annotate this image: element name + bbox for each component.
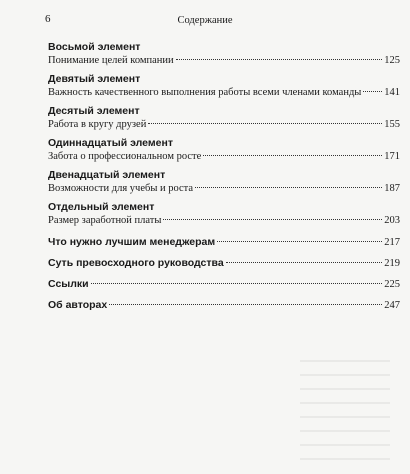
toc-entry-page: 141: [384, 87, 400, 98]
toc-group-heading: Десятый элемент: [48, 105, 140, 117]
toc-group: [48, 104, 400, 132]
dot-leader: [91, 283, 383, 284]
toc-group-heading: Восьмой элемент: [48, 41, 141, 53]
toc-group: [48, 168, 400, 196]
toc-chapter-page: 247: [384, 300, 400, 311]
toc-chapter-title: Суть превосходного руководства: [48, 257, 224, 269]
running-title: Содержание: [177, 15, 233, 26]
toc-chapter-title: Что нужно лучшим менеджерам: [48, 236, 216, 248]
toc-entry-page: 203: [384, 215, 400, 226]
toc-entry-title: Понимание целей компании: [48, 55, 174, 66]
toc-group-heading: Одиннадцатый элемент: [48, 137, 173, 149]
dot-leader: [217, 241, 382, 242]
toc-chapter: [48, 256, 400, 271]
toc-group: [48, 40, 400, 68]
dot-leader: [163, 219, 382, 220]
toc-entry-page: 155: [384, 119, 400, 130]
toc-group-heading: Двенадцатый элемент: [48, 169, 166, 181]
dot-leader: [363, 91, 382, 92]
toc-entry: [48, 150, 400, 164]
toc-chapter-title: Об авторах: [48, 299, 108, 311]
toc-entry-title: Важность качественного выполнения работы всеми членами команды: [48, 87, 362, 98]
show-through-texture: [300, 360, 390, 460]
table-of-contents: [48, 40, 400, 313]
toc-chapter-page: 225: [384, 279, 400, 290]
toc-chapter-page: 217: [384, 237, 400, 248]
toc-chapter: [48, 298, 400, 313]
toc-group: [48, 72, 400, 100]
dot-leader: [176, 59, 383, 60]
toc-group: [48, 136, 400, 164]
dot-leader: [195, 187, 382, 188]
toc-entry-title: Работа в кругу друзей: [48, 119, 147, 130]
toc-entry-title: Забота о профессиональном росте: [48, 151, 202, 162]
dot-leader: [148, 123, 382, 124]
toc-entry: [48, 86, 400, 100]
toc-group-heading: Отдельный элемент: [48, 201, 155, 213]
toc-chapter: [48, 277, 400, 292]
dot-leader: [226, 262, 383, 263]
toc-entry: [48, 54, 400, 68]
page-number: 6: [45, 13, 51, 25]
toc-entry: [48, 118, 400, 132]
toc-entry-page: 125: [384, 55, 400, 66]
toc-group-heading: Девятый элемент: [48, 73, 141, 85]
toc-entry: [48, 182, 400, 196]
dot-leader: [203, 155, 382, 156]
toc-chapter-page: 219: [384, 258, 400, 269]
toc-entry-title: Возможности для учебы и роста: [48, 183, 194, 194]
toc-chapter: [48, 235, 400, 250]
toc-entry: [48, 214, 400, 228]
toc-group: [48, 200, 400, 228]
toc-entry-page: 171: [384, 151, 400, 162]
toc-entry-title: Размер заработной платы: [48, 215, 162, 226]
dot-leader: [109, 304, 382, 305]
toc-chapter-title: Ссылки: [48, 278, 89, 290]
toc-entry-page: 187: [384, 183, 400, 194]
